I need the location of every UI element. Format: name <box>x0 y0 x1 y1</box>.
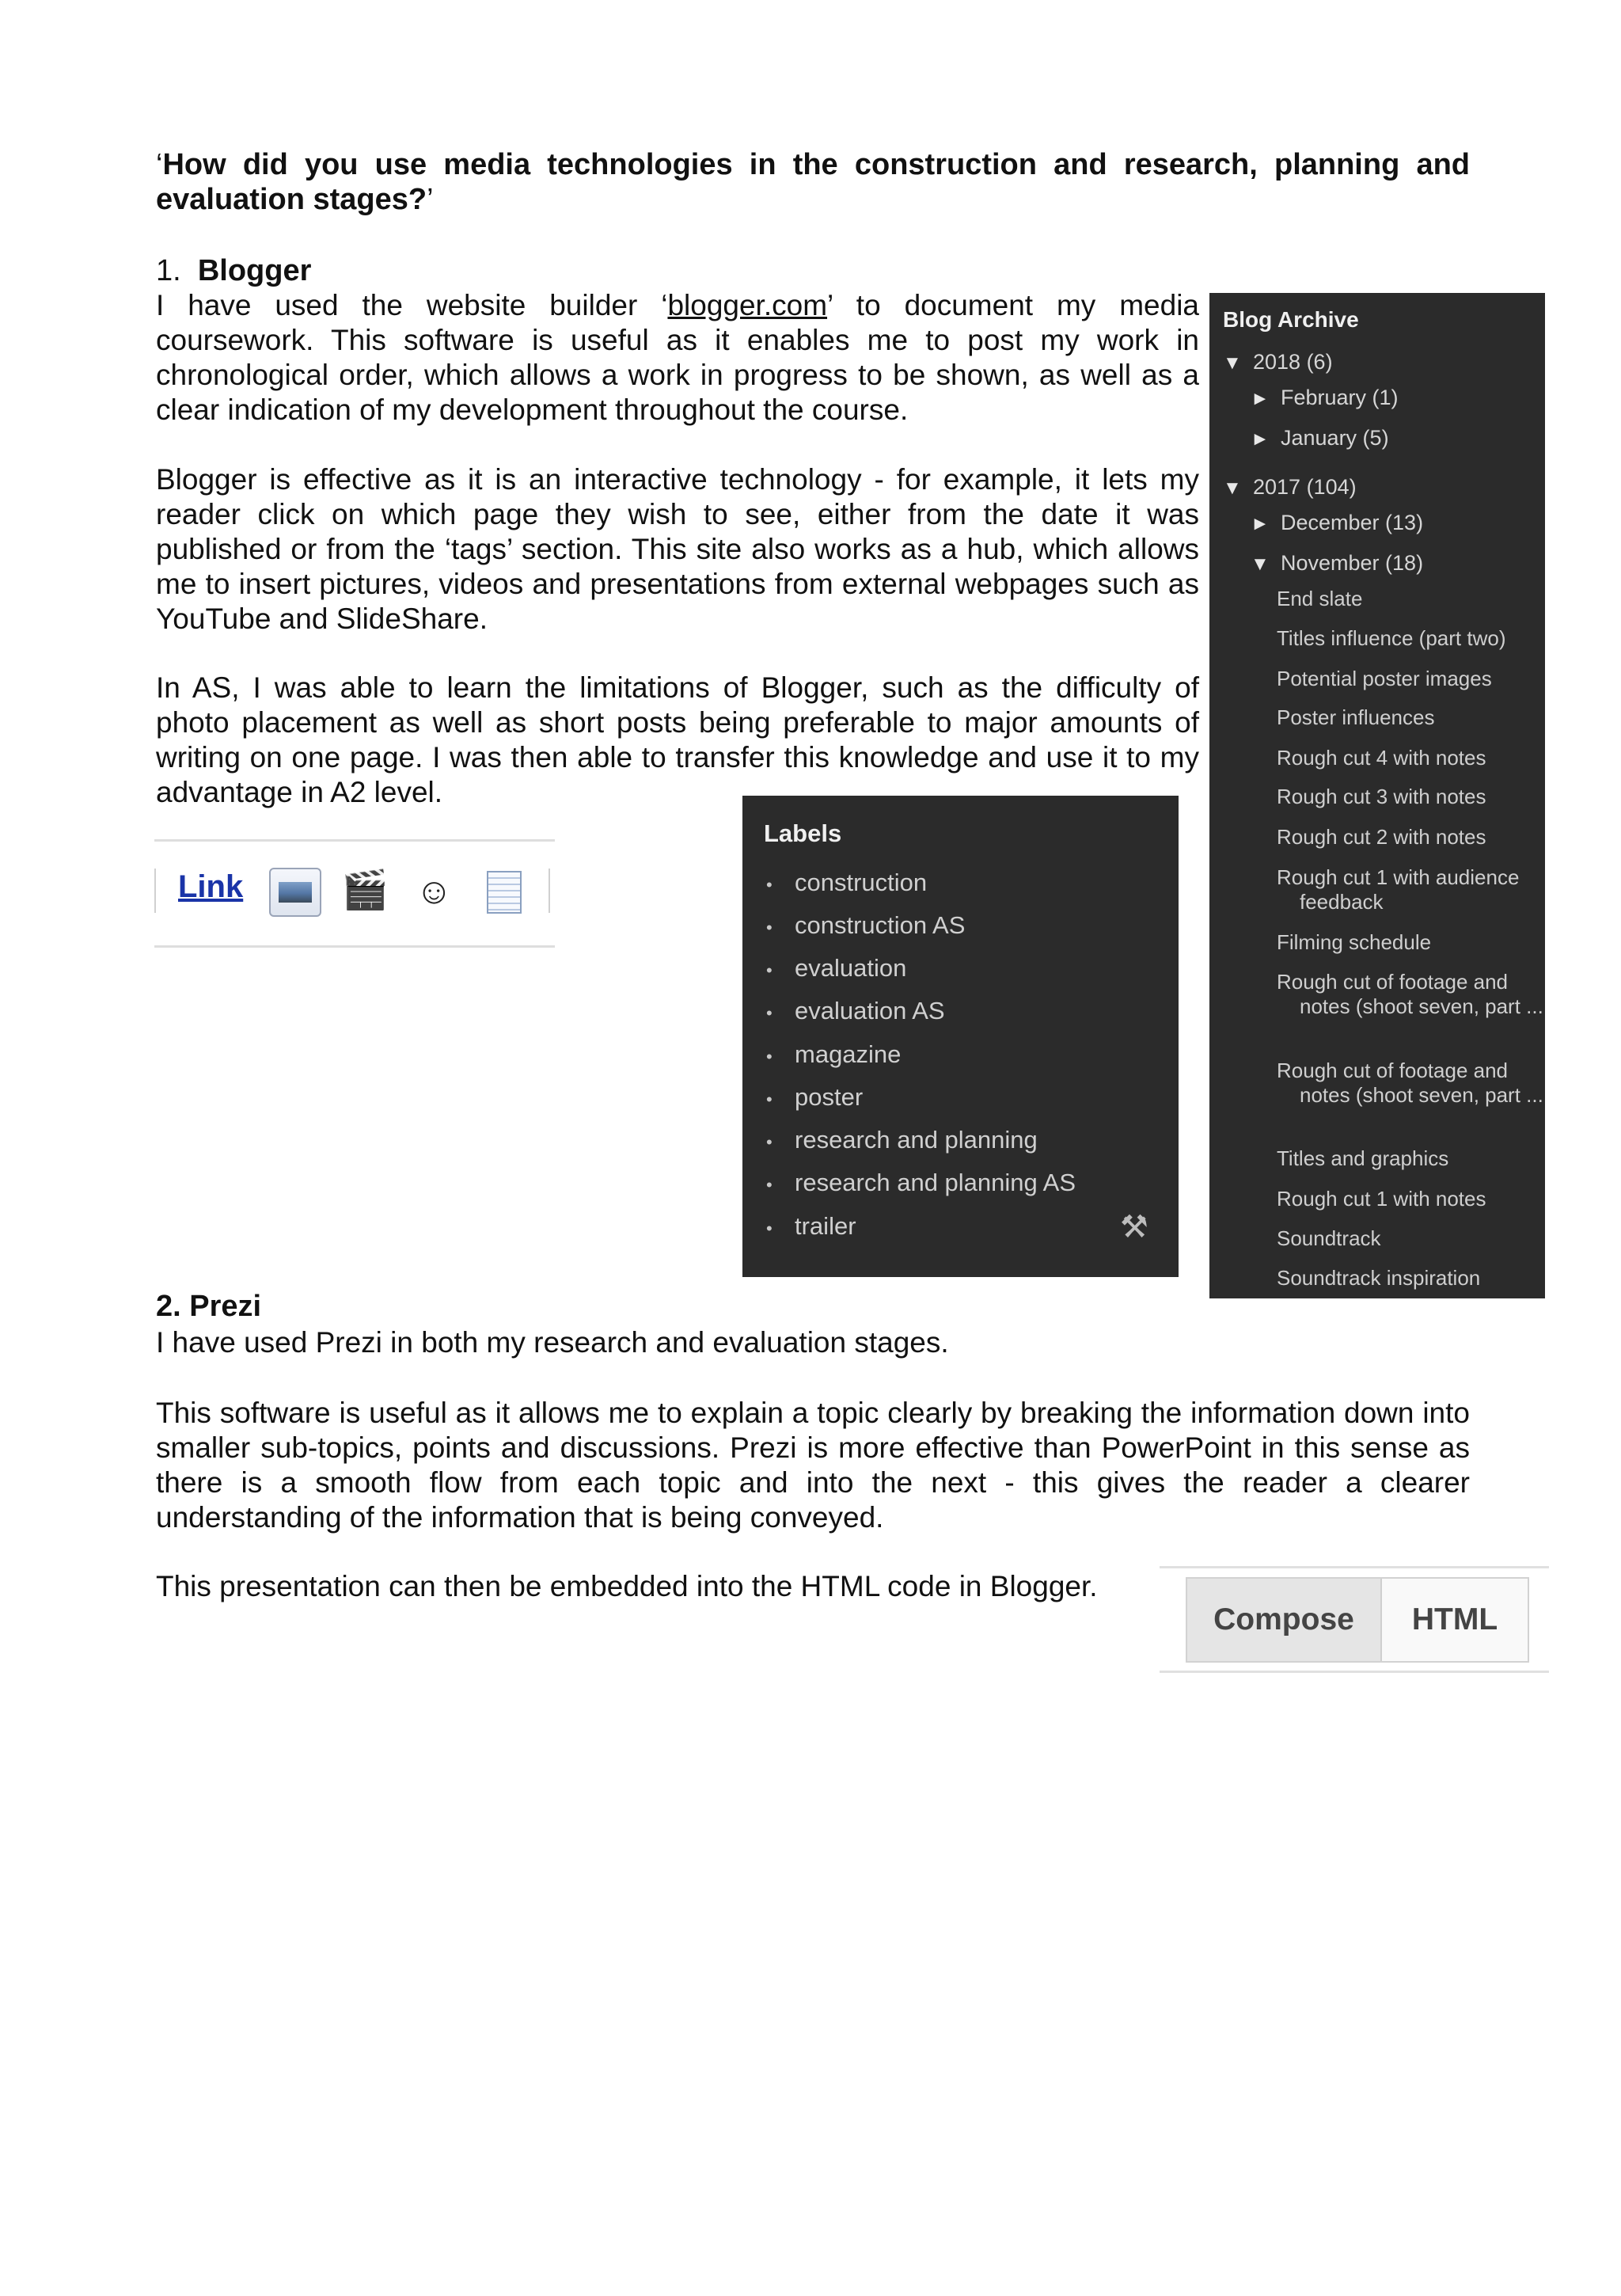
archive-year-2017[interactable]: ▼ 2017 (104) <box>1223 475 1357 499</box>
triangle-right-icon: ► <box>1251 428 1270 450</box>
archive-year-2018[interactable]: ▼ 2018 (6) <box>1223 350 1333 374</box>
editor-tabs-box <box>1186 1577 1529 1663</box>
editor-mode-tabs <box>1160 1566 1549 1674</box>
archive-month-february[interactable]: ► February (1) <box>1251 386 1399 409</box>
archive-post-link[interactable]: Soundtrack <box>1277 1226 1381 1250</box>
archive-month-january[interactable]: ► January (5) <box>1251 426 1389 450</box>
link-button[interactable]: Link <box>178 869 244 904</box>
archive-post-link[interactable]: Rough cut of footage and notes (shoot seven, part ... <box>1277 970 1543 1018</box>
title-text: How did you use media technologies in the construction and research, planning and evaluation stages? <box>156 148 1470 216</box>
archive-post-link[interactable]: Poster influences <box>1277 705 1435 729</box>
wrench-icon[interactable]: ⚒ <box>1120 1210 1148 1245</box>
triangle-right-icon: ► <box>1251 513 1270 534</box>
section-2-paragraph-1: I have used Prezi in both my research and evaluation stages. <box>156 1326 949 1359</box>
archive-post-link[interactable]: End slate <box>1277 587 1363 610</box>
archive-post-link[interactable]: Rough cut 1 with notes <box>1277 1187 1486 1211</box>
archive-month-november[interactable]: ▼ November (18) <box>1251 551 1424 575</box>
section-1-paragraph-2: Blogger is effective as it is an interactive technology - for example, it lets my reader click on which page they wish to see, either from the date it was published or from the ‘tags’ section. This site also works as a hub, which allows me to insert pictures, videos and presentations from external webpages such as YouTube and SlideShare. <box>156 463 1199 635</box>
section-1-heading: 1. Blogger <box>156 254 312 287</box>
toolbar-separator <box>549 869 550 913</box>
label-item[interactable]: • research and planning AS <box>766 1169 1076 1196</box>
triangle-down-icon: ▼ <box>1223 477 1242 499</box>
document-title: ‘How did you use media technologies in the construction and research, planning and evaluation stages?’ <box>156 148 1470 216</box>
tabs-top-border <box>1160 1566 1549 1568</box>
archive-post-link[interactable]: Rough cut 4 with notes <box>1277 746 1486 770</box>
label-item[interactable]: • poster <box>766 1083 864 1111</box>
section-2-paragraph-2: This software is useful as it allows me to explain a topic clearly by breaking the information down into smaller sub-topics, points and discussions. Prezi is more effective than PowerPoint in this sense as there is a smooth flow from each topic and into the next - this gives the reader a clearer understanding of the information that is being conveyed. <box>156 1397 1470 1534</box>
section-2-heading: 2. Prezi <box>156 1290 262 1323</box>
archive-post-link[interactable]: Rough cut 3 with notes <box>1277 785 1486 808</box>
label-item[interactable]: • trailer <box>766 1212 856 1240</box>
section-2-paragraph-3: This presentation can then be embedded into the HTML code in Blogger. <box>156 1570 1098 1602</box>
section-1-paragraph-3: In AS, I was able to learn the limitations of Blogger, such as the difficulty of photo placement as well as short posts being preferable to major amounts of writing on one page. I was then able to transfer this knowledge and use it to my advantage in A2 level. <box>156 671 1199 808</box>
blogger-editor-toolbar <box>154 839 555 952</box>
triangle-down-icon: ▼ <box>1223 352 1242 374</box>
archive-post-link[interactable]: Soundtrack inspiration <box>1277 1266 1481 1290</box>
label-item[interactable]: • evaluation <box>766 954 907 982</box>
compose-tab[interactable]: Compose <box>1187 1579 1382 1661</box>
toolbar-top-border <box>154 839 555 842</box>
blogger-link[interactable]: blogger.com <box>667 289 828 321</box>
tabs-bottom-border <box>1160 1671 1549 1673</box>
smiley-icon[interactable]: ☺ <box>416 870 453 911</box>
triangle-down-icon: ▼ <box>1251 553 1270 575</box>
labels-title: Labels <box>764 819 842 847</box>
archive-post-link[interactable]: Filming schedule <box>1277 930 1432 954</box>
archive-post-link[interactable]: Rough cut 2 with notes <box>1277 825 1486 849</box>
label-item[interactable]: • magazine <box>766 1040 902 1068</box>
section-1-paragraph-1: I have used the website builder ‘blogger.com’ to document my media coursework. This software is useful as it enables me to post my work in chronological order, which allows a work in progress to be shown, as well as a clear indication of my development throughout the course. <box>156 289 1199 426</box>
toolbar-bottom-border <box>154 945 555 948</box>
labels-widget <box>742 796 1179 1277</box>
toolbar-separator <box>154 869 156 913</box>
photo-icon[interactable] <box>269 868 321 917</box>
clapperboard-icon[interactable]: 🎬 <box>341 869 389 911</box>
archive-post-link[interactable]: Titles and graphics <box>1277 1146 1449 1170</box>
archive-post-link[interactable]: Titles influence (part two) <box>1277 626 1506 650</box>
archive-month-december[interactable]: ► December (13) <box>1251 511 1424 534</box>
triangle-right-icon: ► <box>1251 388 1270 409</box>
label-item[interactable]: • construction <box>766 869 928 896</box>
blog-archive-title: Blog Archive <box>1223 307 1359 332</box>
label-item[interactable]: • research and planning <box>766 1126 1038 1154</box>
archive-post-link[interactable]: Rough cut 1 with audience feedback <box>1277 865 1520 914</box>
archive-post-link[interactable]: Potential poster images <box>1277 667 1492 690</box>
label-item[interactable]: • construction AS <box>766 911 966 939</box>
label-item[interactable]: • evaluation AS <box>766 997 945 1024</box>
document-icon[interactable] <box>487 871 522 914</box>
blog-archive-widget <box>1209 293 1545 1298</box>
html-tab[interactable]: HTML <box>1382 1579 1528 1661</box>
archive-post-link[interactable]: Rough cut of footage and notes (shoot seven, part ... <box>1277 1059 1543 1107</box>
